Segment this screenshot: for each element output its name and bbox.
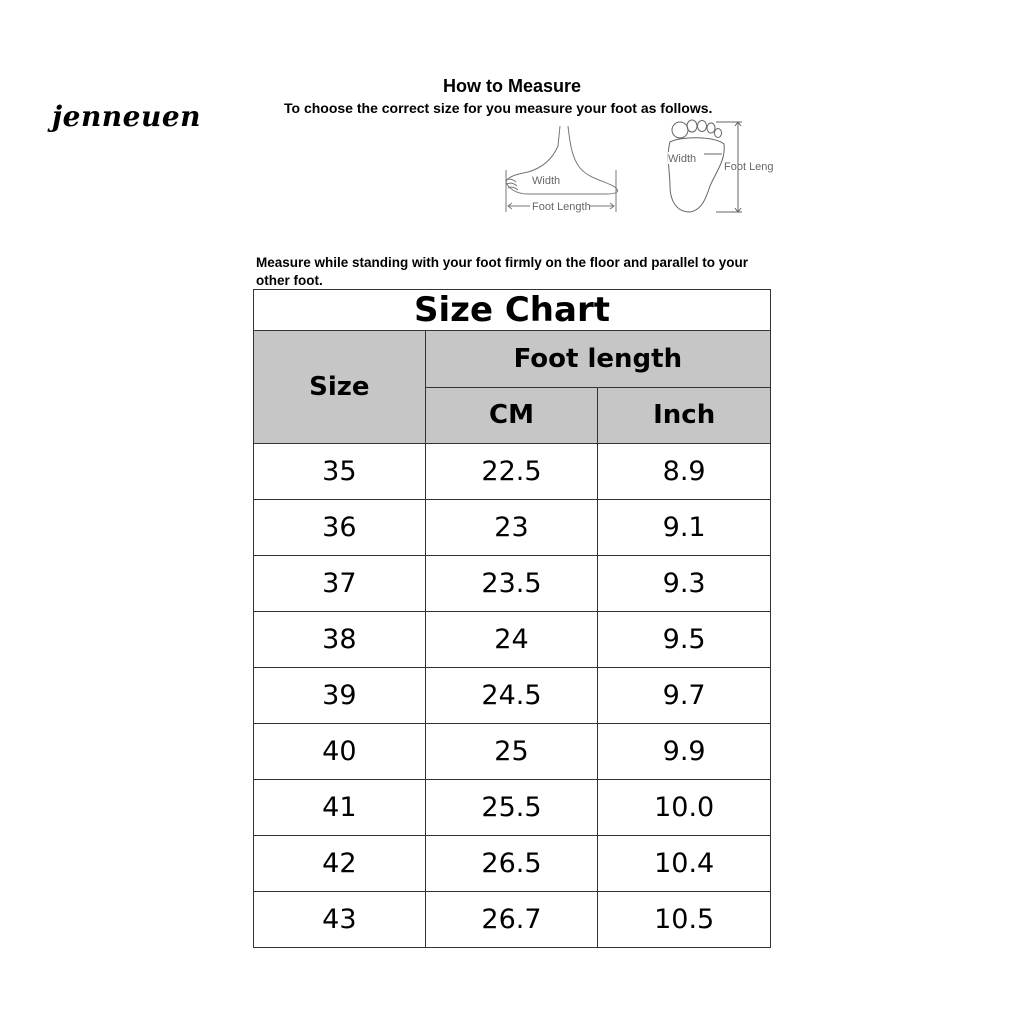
cm-cell: 26.7 — [425, 892, 598, 948]
inch-cell: 10.0 — [598, 780, 771, 836]
measure-subtitle: To choose the correct size for you measure your foot as follows. — [284, 100, 713, 116]
size-cell: 38 — [254, 612, 426, 668]
table-row — [254, 836, 771, 892]
cm-cell: 25 — [425, 724, 598, 780]
inch-cell: 9.1 — [598, 500, 771, 556]
foot-side-illustration — [498, 124, 622, 220]
cm-cell: 24 — [425, 612, 598, 668]
brand-logo: jenneuen — [52, 100, 202, 133]
inch-cell: 9.3 — [598, 556, 771, 612]
table-row — [254, 556, 771, 612]
size-cell: 41 — [254, 780, 426, 836]
size-cell: 39 — [254, 668, 426, 724]
size-cell: 35 — [254, 444, 426, 500]
cm-cell: 25.5 — [425, 780, 598, 836]
inch-cell: 9.5 — [598, 612, 771, 668]
width-label-side: Width — [532, 175, 561, 187]
table-row — [254, 444, 771, 500]
table-row — [254, 780, 771, 836]
size-header: Size — [254, 331, 426, 444]
size-cell: 42 — [254, 836, 426, 892]
inch-cell: 8.9 — [598, 444, 771, 500]
measure-instruction: Measure while standing with your foot firmly on the floor and parallel to your other foot. — [256, 255, 749, 288]
inch-cell: 10.4 — [598, 836, 771, 892]
foot-length-label-top: Foot Leng — [724, 161, 774, 173]
cm-header: CM — [425, 387, 598, 444]
table-row — [254, 668, 771, 724]
foot-length-header: Foot length — [425, 331, 770, 388]
inch-cell: 9.9 — [598, 724, 771, 780]
cm-cell: 23 — [425, 500, 598, 556]
measure-title — [0, 76, 1024, 97]
foot-length-label-side: Foot Length — [532, 201, 591, 213]
size-cell: 43 — [254, 892, 426, 948]
size-cell: 40 — [254, 724, 426, 780]
cm-cell: 23.5 — [425, 556, 598, 612]
table-row — [254, 612, 771, 668]
width-label-top: Width — [668, 153, 697, 165]
size-chart-table — [253, 289, 771, 948]
table-row — [254, 892, 771, 948]
measure-title-text: How to Measure — [442, 76, 582, 96]
foot-top-illustration — [652, 116, 774, 216]
cm-cell: 22.5 — [425, 444, 598, 500]
size-cell: 37 — [254, 556, 426, 612]
inch-cell: 10.5 — [598, 892, 771, 948]
table-row — [254, 724, 771, 780]
cm-cell: 26.5 — [425, 836, 598, 892]
size-cell: 36 — [254, 500, 426, 556]
table-row — [254, 500, 771, 556]
size-chart-title: Size Chart — [254, 290, 771, 331]
inch-header: Inch — [598, 387, 771, 444]
cm-cell: 24.5 — [425, 668, 598, 724]
inch-cell: 9.7 — [598, 668, 771, 724]
